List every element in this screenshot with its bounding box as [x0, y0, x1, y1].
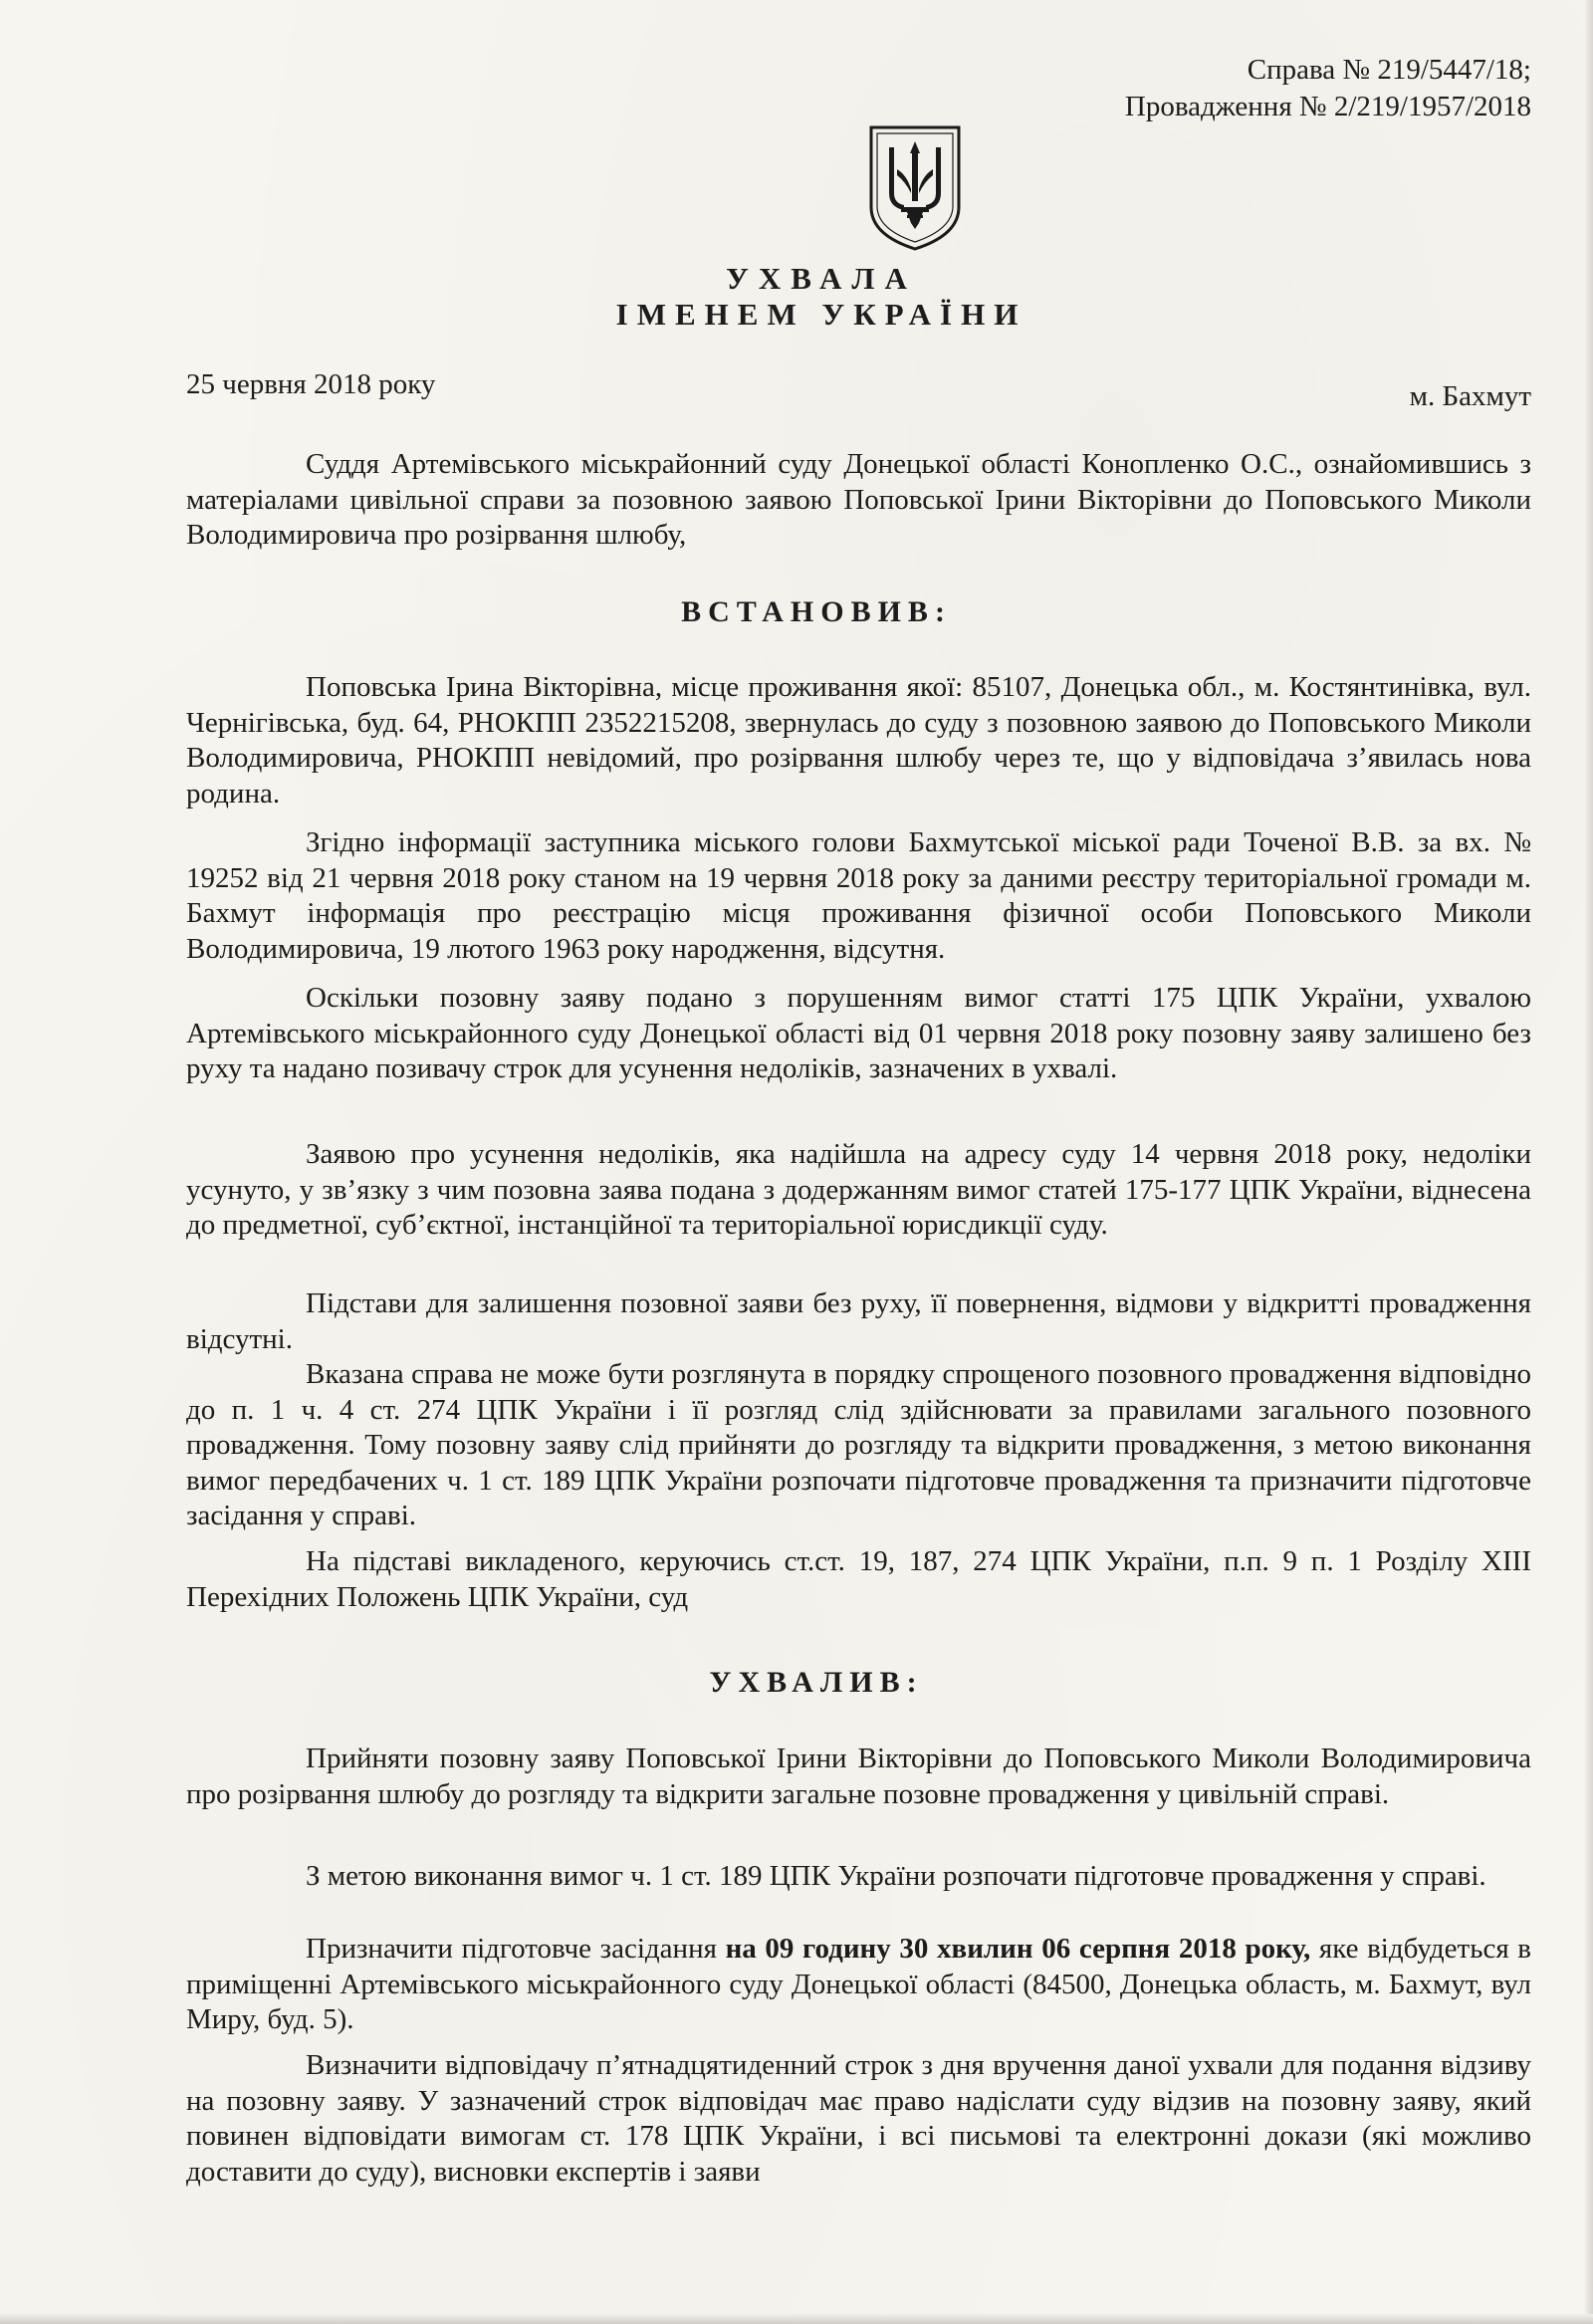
- established-paragraph-2: Згідно інформації заступника міського голови Бахмутської міської ради Точеної В.В. за вх. № 19252 від 21 червня 2018 року станом на 19 червня 2018 року за даними реєстру територіальної громади м. Бахмут інформація про реєстрацію місця проживання фізичної особи Поповського Миколи Володимировича, 19 лютого 1963 року народження, відсутня.: [186, 826, 1531, 965]
- ruled-paragraph-2: З метою виконання вимог ч. 1 ст. 189 ЦПК України розпочати підготовче провадження у справі.: [306, 1860, 1486, 1892]
- ruled-paragraph-3: [186, 1932, 1531, 2038]
- case-number: Справа № 219/5447/18;: [1247, 54, 1531, 86]
- hearing-datetime: на 09 годину 30 хвилин 06 серпня 2018 року,: [725, 1933, 1311, 1965]
- section-heading-ruled: УХВАЛИВ:: [709, 1666, 924, 1699]
- established-paragraph-5: Підстави для залишення позовної заяви без руху, її повернення, відмови у відкритті провадження відсутні.: [186, 1287, 1531, 1355]
- ruled-p3-before: Призначити підготовче засідання: [306, 1933, 726, 1965]
- ruled-paragraph-4: Визначити відповідачу п’ятнадцятиденний строк з дня вручення даної ухвали для подання відзиву на позовну заяву. У зазначений строк відповідач має право надіслати суду відзив на позовну заяву, який повинен відповідати вимогам ст. 178 ЦПК України, і всі письмові та електронні докази (які можливо доставити до суду), висновки експертів і заяви: [186, 2049, 1531, 2188]
- document-subtitle: ІМЕНЕМ УКРАЇНИ: [615, 297, 1027, 332]
- proceeding-number: Провадження № 2/219/1957/2018: [1124, 91, 1531, 122]
- document-title: УХВАЛА: [726, 261, 917, 296]
- page-bottom-shadow: [0, 2314, 1593, 2324]
- page-edge-shadow: [1585, 0, 1593, 2324]
- section-heading-established: ВСТАНОВИВ:: [681, 595, 952, 628]
- document-place: м. Бахмут: [1409, 380, 1531, 412]
- ruled-p3-after: яке відбудеться в приміщенні Артемівського міськрайонного суду Донецької області (84500, Донецька область, м. Бахмут, вул Миру, буд. 5).: [186, 1933, 1531, 2035]
- intro-paragraph: Суддя Артемівського міськрайонний суду Донецької області Конопленко О.С., ознайомившись з матеріалами цивільної справи за позовною заявою Поповської Ірини Вікторівни до Поповського Миколи Володимировича про розірвання шлюбу,: [186, 448, 1531, 551]
- established-paragraph-4: Заявою про усунення недоліків, яка надійшла на адресу суду 14 червня 2018 року, недоліки усунуто, у зв’язку з чим позовна заява подана з додержанням вимог статей 175-177 ЦПК України, віднесена до предметної, суб’єктної, інстанційної та територіальної юрисдикції суду.: [186, 1138, 1531, 1241]
- established-paragraph-7: На підставі викладеного, керуючись ст.ст. 19, 187, 274 ЦПК України, п.п. 9 п. 1 Розділу XIII Перехідних Положень ЦПК України, суд: [186, 1545, 1531, 1613]
- established-paragraph-1: Поповська Ірина Вікторівна, місце проживання якої: 85107, Донецька обл., м. Костянтинівка, вул. Чернігівська, буд. 64, РНОКПП 2352215208, звернулась до суду з позовною заявою до Поповського Миколи Володимировича, РНОКПП невідомий, про розірвання шлюбу через те, що у відповідача з’явилась нова родина.: [186, 671, 1531, 810]
- established-paragraph-3: Оскільки позовну заяву подано з порушенням вимог статті 175 ЦПК України, ухвалою Артемівського міськрайонного суду Донецької області від 01 червня 2018 року позовну заяву залишено без руху та надано позивачу строк для усунення недоліків, зазначених в ухвалі.: [186, 982, 1531, 1084]
- trident-coat-of-arms-icon: [867, 123, 963, 253]
- ruled-paragraph-1: Прийняти позовну заяву Поповської Ірини Вікторівни до Поповського Миколи Володимировича про розірвання шлюбу до розгляду та відкрити загальне позовне провадження у цивільній справі.: [186, 1743, 1531, 1810]
- document-date: 25 червня 2018 року: [186, 368, 436, 400]
- established-paragraph-6: Вказана справа не може бути розглянута в порядку спрощеного позовного провадження відповідно до п. 1 ч. 4 ст. 274 ЦПК України і її розгляд слід здійснювати за правилами загального позовного провадження. Тому позовну заяву слід прийняти до розгляду та відкрити провадження, з метою виконання вимог передбачених ч. 1 ст. 189 ЦПК України розпочати підготовче провадження та призначити підготовче засідання у справі.: [186, 1358, 1531, 1531]
- case-reference: [1125, 52, 1531, 125]
- date-place-line: [186, 368, 1531, 412]
